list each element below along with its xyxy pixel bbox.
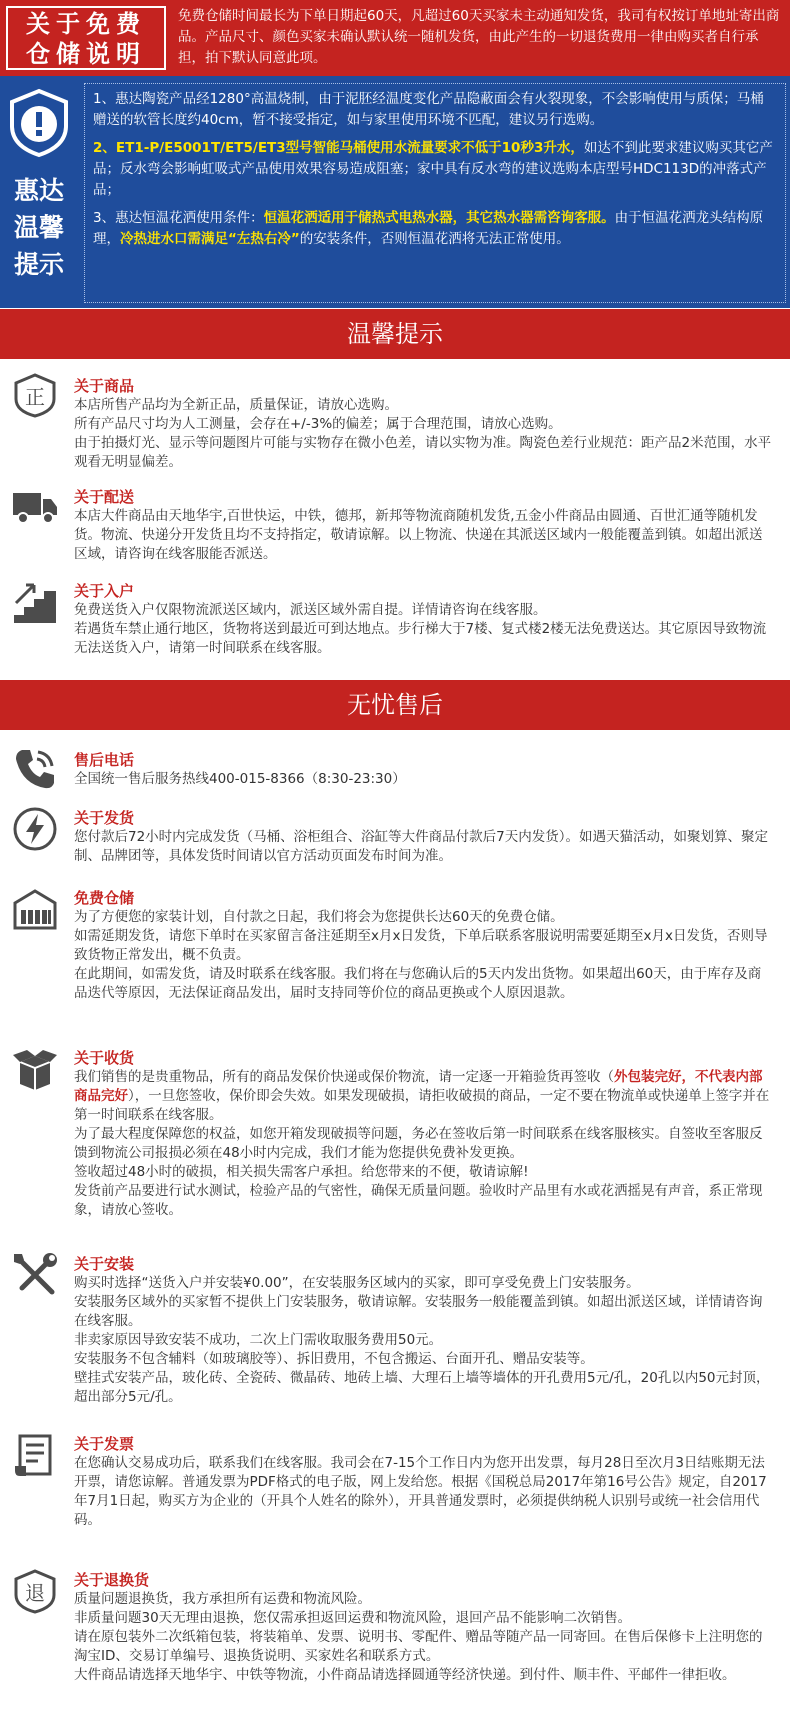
tips-title-line1: 惠达 [13, 176, 64, 205]
phone-body [74, 770, 774, 789]
install-line-2: 安装服务区域外的买家暂不提供上门安装服务，敬请谅解。安装服务一般能覆盖到镇。如超出派送区域，详情请咨询在线客服。 [74, 1294, 763, 1329]
goods-line-3: 由于拍摄灯光、显示等问题图片可能与实物存在微小色差，请以实物为准。陶瓷色差行业规范：距产品2米范围，水平观看无明显偏差。 [74, 435, 772, 470]
returns-line-1: 质量问题退换货，我方承担所有运费和物流风险。 [74, 1591, 371, 1607]
receiving-line-1 [74, 1068, 774, 1125]
tip-item-3-c: 的安装条件，否则恒温花洒将无法正常使用。 [299, 231, 570, 247]
tip-item-2 [93, 138, 777, 201]
install-line-1: 购买时选择“送货入户并安装¥0.00”，在安装服务区域内的买家，即可享受免费上门安装服务。 [74, 1275, 640, 1291]
phone-icon [12, 746, 58, 792]
warehouse-line-1: 为了方便您的家装计划，自付款之日起，我们将会为您提供长达60天的免费仓储。 [74, 909, 564, 925]
tips-title-line2: 温馨 [13, 213, 64, 242]
receiving-line-4: 发货前产品要进行试水测试，检验产品的气密性，确保无质量问题。验收时产品里有水或花洒摇晃有声音，系正常现象，请放心签收。 [74, 1183, 763, 1218]
phone-line-1: 全国统一售后服务热线400-015-8366（8:30-23:30） [74, 771, 406, 787]
tip-item-3-highlight-2: 冷热进水口需满足“左热右冷” [120, 231, 300, 247]
invoice-title: 关于发票 [74, 1435, 135, 1453]
delivery-line-1: 本店大件商品由天地华宇,百世快运，中铁，德邦，新邦等物流商随机发货,五金小件商品由圆通、百世汇通等随机发货。物流、快递分开发货且均不支持指定，敬请谅解。以上物流、快递在其派送区域内一般能覆盖到镇。如超出派送区域，请咨询在线客服能否派送。 [74, 508, 763, 562]
delivery-body [74, 507, 774, 564]
entry-line-1: 免费送货入户仅限物流派送区域内，派送区域外需自提。详情请咨询在线客服。 [74, 602, 547, 618]
goods-body [74, 396, 774, 472]
delivery-title: 关于配送 [74, 488, 135, 506]
receiving-line-1-b: ），一旦您签收，保价即会失效。如果发现破损，请拒收破损的商品，一定不要在物流单或快递单上签字并在第一时间联系在线客服。 [74, 1088, 770, 1123]
install-line-4: 安装服务不包含辅料（如玻璃胶等）、拆旧费用，不包含搬运、台面开孔、赠品安装等。 [74, 1351, 594, 1367]
lightning-icon [12, 806, 58, 852]
tip-item-3-a: 3、惠达恒温花洒使用条件： [93, 210, 264, 226]
section-header-aftersale: 无忧售后 [0, 680, 790, 730]
tips-title [0, 172, 78, 283]
section-header-tips: 温馨提示 [0, 309, 790, 359]
returns-line-2: 非质量问题30天无理由退换，您仅需承担返回运费和物流风险，退回产品不能影响二次销售。 [74, 1610, 632, 1626]
tip-item-2-highlight: 2、ET1-P/E5001T/ET5/ET3型号智能马桶使用水流量要求不低于10秒3升水， [93, 140, 584, 156]
warehouse-body [74, 908, 774, 1003]
returns-line-3: 请在原包装外二次纸箱包装，将装箱单、发票、说明书、零配件、赠品等随产品一同寄回。在售后保修卡上注明您的淘宝ID、交易订单编号、退换货说明、买家姓名和联系方式。 [74, 1629, 763, 1664]
entry-line-2: 若遇货车禁止通行地区，货物将送到最近可到达地点。步行梯大于7楼、复式楼2楼无法免费送达。其它原因导致物流无法送货入户，请第一时间联系在线客服。 [74, 621, 767, 656]
returns-title: 关于退换货 [74, 1571, 150, 1589]
receiving-line-1-highlight: 外包装完好，不代表内部商品完好 [74, 1069, 763, 1104]
entry-title: 关于入户 [74, 582, 135, 600]
warehouse-line-2: 如需延期发货，请您下单时在买家留言备注延期至x月x日发货，下单后联系客服说明需要延期至x月x日发货，否则导致货物正常发出，概不负责。 [74, 928, 768, 963]
phone-title: 售后电话 [74, 751, 135, 769]
goods-line-2: 所有产品尺寸均为人工测量，会存在+/-3%的偏差；属于合理范围，请放心选购。 [74, 416, 562, 432]
entry-body [74, 601, 774, 658]
tips-title-line3: 提示 [13, 250, 64, 279]
warehouse-title: 免费仓储 [74, 889, 135, 907]
tip-item-3-b: 由于恒温花洒龙头结构原理， [93, 210, 764, 247]
install-line-3: 非卖家原因导致安装不成功，二次上门需收取服务费用50元。 [74, 1332, 443, 1348]
receiving-body [74, 1068, 774, 1220]
storage-text: 免费仓储时间最长为下单日期起60天，凡超过60天买家未主动通知发货，我司有权按订单地址寄出商品。产品尺寸、颜色买家未确认默认统一随机发货，由此产生的一切退货费用一律由购买者自行承担，拍下默认同意此项。 [178, 8, 780, 66]
install-body [74, 1274, 774, 1407]
truck-icon [12, 483, 58, 529]
huida-tips-section [0, 76, 790, 308]
tip-item-1: 1、惠达陶瓷产品经1280°高温烧制，由于泥胚经温度变化产品隐蔽面会有火裂现象，不会影响使用与质保；马桶赠送的软管长度约40cm，暂不接受指定，如与家里使用环境不匹配，建议另行选购。 [93, 91, 764, 128]
tip-item-3-highlight-1: 恒温花洒适用于储热式电热水器，其它热水器需咨询客服。 [263, 210, 615, 226]
box-icon [12, 1046, 58, 1092]
returns-body [74, 1590, 774, 1685]
returns-line-4: 大件商品请选择天地华宇、中铁等物流，小件商品请选择圆通等经济快递。到付件、顺丰件、平邮件一律拒收。 [74, 1667, 736, 1683]
invoice-line-1: 在您确认交易成功后，联系我们在线客服。我司会在7-15个工作日内为您开出发票，每月28日至次月3日结账期无法开票，请您谅解。普通发票为PDF格式的电子版，网上发给您。根据《国税总局2017年第16号公告》规定，自2017年7月1日起，购买方为企业的（开具个人姓名的除外），开具普通发票时，必须提供纳税人识别号或统一社会信用代码。 [74, 1455, 767, 1528]
goods-title: 关于商品 [74, 377, 135, 395]
storage-title-line1: 关于免费 [26, 10, 146, 38]
storage-banner [0, 0, 790, 76]
tips-sidebar [0, 76, 78, 308]
zheng-icon [12, 372, 58, 418]
receiving-line-3: 签收超过48小时的破损，相关损失需客户承担。给您带来的不便，敬请谅解! [74, 1164, 529, 1180]
shipping-body [74, 828, 774, 866]
storage-title [6, 6, 166, 70]
zheng-icon-char: 正 [25, 385, 45, 409]
tip-item-2-rest: 如达不到此要求建议购买其它产品；反水弯会影响虹吸式产品使用效果容易造成阻塞；家中具有反水弯的建议选购本店型号HDC113D的冲落式产品； [93, 140, 773, 198]
warehouse-line-3: 在此期间，如需发货，请及时联系在线客服。我们将在与您确认后的5天内发出货物。如果超出60天，由于库存及商品迭代等原因，无法保证商品发出，届时支持同等价位的商品更换或个人原因退款。 [74, 966, 762, 1001]
warehouse-icon [12, 886, 58, 932]
shipping-line-1: 您付款后72小时内完成发货（马桶、浴柜组合、浴缸等大件商品付款后7天内发货）。如遇天猫活动，如聚划算、聚定制、品牌团等，具体发货时间请以官方活动页面发布时间为准。 [74, 829, 769, 864]
tools-icon [12, 1252, 58, 1298]
tui-icon [12, 1568, 58, 1614]
invoice-body [74, 1454, 774, 1530]
alert-icon [8, 88, 70, 158]
storage-title-line2: 仓储说明 [26, 40, 146, 68]
tip-item-3 [93, 208, 777, 250]
install-line-5: 壁挂式安装产品，玻化砖、全瓷砖、微晶砖、地砖上墙、大理石上墙等墙体的开孔费用5元/孔，20孔以内50元封顶，超出部分5元/孔。 [74, 1370, 770, 1405]
tui-icon-char: 退 [25, 1581, 45, 1605]
receiving-line-1-a: 我们销售的是贵重物品，所有的商品发保价快递或保价物流，请一定逐一开箱验货再签收（ [74, 1069, 614, 1085]
tips-content [84, 83, 786, 303]
shipping-title: 关于发货 [74, 809, 135, 827]
goods-line-1: 本店所售产品均为全新正品，质量保证，请放心选购。 [74, 397, 398, 413]
receiving-title: 关于收货 [74, 1049, 135, 1067]
stairs-icon [12, 579, 58, 625]
invoice-icon [12, 1432, 58, 1478]
receiving-line-2: 为了最大程度保障您的权益，如您开箱发现破损等问题，务必在签收后第一时间联系在线客服核实。自签收至客服反馈到物流公司报损必须在48小时内完成，我们才能为您提供免费补发更换。 [74, 1126, 763, 1161]
install-title: 关于安装 [74, 1255, 135, 1273]
